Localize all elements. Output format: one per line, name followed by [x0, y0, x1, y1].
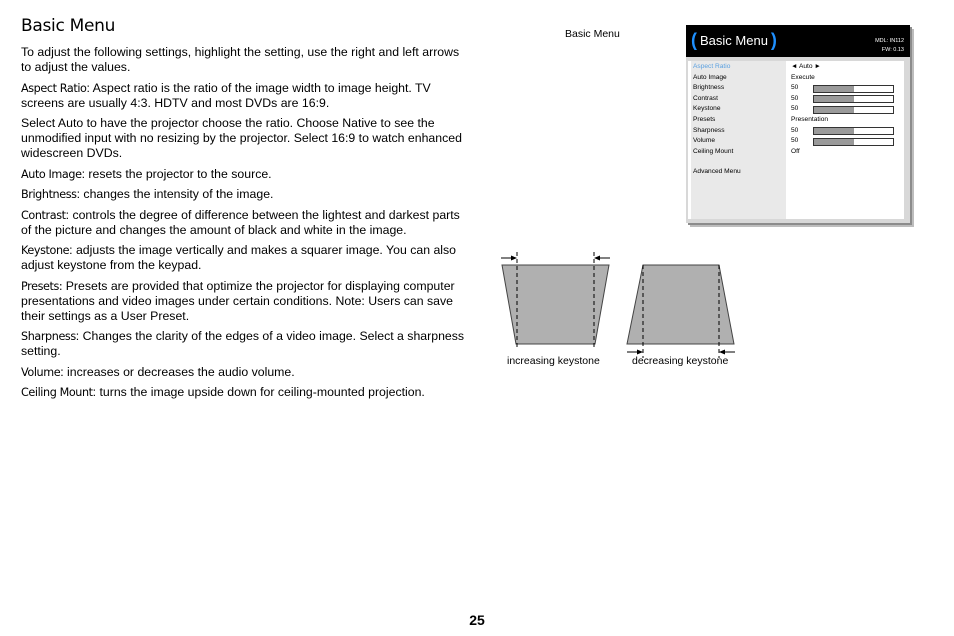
setting-paragraph: [21, 167, 466, 182]
setting-term: Auto Image: [21, 167, 82, 181]
setting-description: : resets the projector to the source.: [81, 166, 272, 181]
increasing-keystone-caption: increasing keystone: [507, 355, 600, 367]
menu-item-value: 50: [791, 84, 799, 92]
menu-item-label: Ceiling Mount: [693, 147, 734, 155]
setting-description: Presets are provided that optimize the projector for displaying computer presentations and video images under certain conditions. Note: Users can save their settings as a User Preset.: [21, 278, 455, 323]
menu-item-value: 50: [791, 126, 799, 134]
page-title: Basic Menu: [21, 16, 116, 36]
setting-term: Contrast: [21, 208, 66, 222]
setting-term: Volume: [21, 365, 61, 379]
menu-item-slider: [813, 106, 894, 114]
basic-menu-screenshot: [686, 25, 910, 223]
setting-paragraph: [21, 329, 466, 359]
setting-paragraph: [21, 243, 466, 273]
menu-item-slider: [813, 85, 894, 93]
menu-item-value: Presentation: [791, 116, 829, 123]
figure-caption: Basic Menu: [565, 28, 620, 40]
setting-description: : Changes the clarity of the edges of a video image. Select a sharpness setting.: [21, 329, 465, 358]
setting-paragraph: [21, 81, 466, 111]
setting-term: Presets:: [21, 279, 63, 293]
menu-title: ( Basic Menu ): [691, 30, 777, 50]
setting-description: : increases or decreases the audio volume.: [60, 364, 295, 379]
menu-item-value: Execute: [791, 73, 815, 81]
model-label: MDL: IN112: [875, 38, 904, 44]
menu-item-slider: [813, 95, 894, 103]
intro-paragraph: To adjust the following settings, highlight the setting, use the right and left arrows to adjust the values.: [21, 45, 460, 74]
menu-item-value: Off: [791, 147, 800, 155]
setting-description: : turns the image upside down for ceiling-mounted projection.: [92, 385, 425, 399]
menu-header: [686, 25, 910, 57]
decreasing-keystone-shape: [627, 265, 734, 344]
menu-item-label: Keystone: [693, 105, 721, 113]
keystone-diagram: [498, 252, 758, 372]
increasing-keystone-shape: [502, 265, 609, 344]
setting-description: : changes the intensity of the image.: [76, 187, 274, 201]
setting-description: : Aspect ratio is the ratio of the image width to image height. TV screens are usually 4:3. HDTV and most DVDs are 16:9.: [21, 80, 431, 110]
setting-paragraph: [21, 279, 466, 324]
setting-paragraph: [21, 208, 466, 238]
setting-term: Sharpness: [21, 330, 76, 343]
advanced-menu-item: Advanced Menu: [693, 168, 741, 175]
menu-item-label: Aspect Ratio: [693, 63, 731, 70]
setting-paragraph: [21, 116, 466, 161]
menu-body: [688, 61, 904, 219]
setting-term: Ceiling Mount: [21, 386, 93, 399]
menu-item-value: 50: [791, 105, 799, 113]
menu-item-label: Volume: [693, 137, 715, 145]
menu-item-label: Contrast: [693, 94, 718, 102]
menu-item-slider: [813, 138, 894, 146]
setting-description: : adjusts the image vertically and makes a squarer image. You can also adjust keystone from the keypad.: [21, 243, 457, 272]
setting-term: Keystone: [21, 244, 70, 257]
setting-term: Aspect Ratio: [21, 81, 87, 95]
menu-item-slider: [813, 127, 894, 135]
setting-paragraph: [21, 365, 466, 380]
setting-description: Select Auto to have the projector choose the ratio. Choose Native to see the unmodified input with no resizing by the projector. Select 16:9 to watch enhanced widescreen DVDs.: [21, 116, 462, 160]
menu-item-value: 50: [791, 94, 799, 102]
main-text: [21, 16, 466, 406]
setting-paragraph: [21, 385, 466, 400]
menu-item-value: ◄ Auto ►: [791, 63, 821, 70]
setting-description: : controls the degree of difference between the lightest and darkest parts of the picture and changes the amount of black and white in the image.: [21, 207, 460, 237]
settings-list: [21, 81, 466, 401]
decreasing-keystone-caption: decreasing keystone: [632, 355, 729, 367]
page-number: 25: [469, 612, 485, 628]
firmware-label: FW: 0.13: [881, 47, 904, 53]
menu-item-label: Sharpness: [693, 126, 725, 134]
menu-item-label: Auto Image: [693, 73, 727, 81]
setting-term: Brightness: [21, 188, 77, 201]
menu-item-label: Brightness: [693, 84, 725, 92]
menu-item-value: 50: [791, 137, 799, 145]
menu-item-label: Presets: [693, 116, 716, 123]
setting-paragraph: [21, 187, 466, 202]
